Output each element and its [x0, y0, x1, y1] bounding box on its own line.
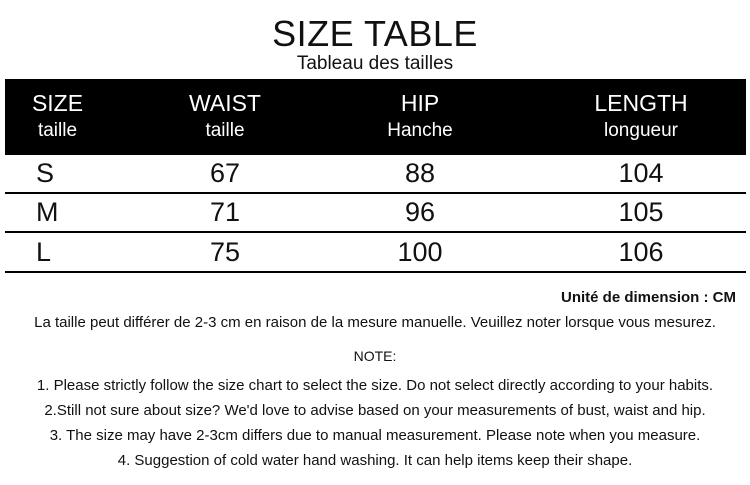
- note-item: 3. The size may have 2-3cm differs due to manual measurement. Please note when you measure.: [49, 427, 701, 444]
- notes-list: [0, 373, 750, 473]
- cell-waist: 67: [209, 158, 241, 188]
- note-label: NOTE:: [353, 348, 397, 364]
- header-sublabel: taille: [37, 120, 78, 141]
- cell-hip: 88: [404, 158, 436, 188]
- unit-note: Unité de dimension : CM: [560, 289, 736, 306]
- note-item: 4. Suggestion of cold water hand washing. It can help items keep their shape.: [117, 452, 633, 469]
- header-label: HIP: [400, 90, 440, 116]
- header-label: WAIST: [189, 90, 261, 116]
- cell-size: S: [36, 158, 55, 188]
- cell-length: 105: [618, 197, 664, 227]
- cell-waist: 71: [209, 197, 241, 227]
- header-label: LENGTH: [594, 90, 688, 116]
- page-title: SIZE TABLE: [272, 13, 478, 54]
- size-table: [5, 79, 746, 273]
- note-item: 2.Still not sure about size? We'd love to advise based on your measurements of bust, waist and hip.: [44, 402, 706, 419]
- header-sublabel: Hanche: [387, 120, 453, 141]
- cell-waist: 75: [209, 236, 241, 267]
- header-sublabel: longueur: [604, 120, 678, 141]
- cell-length: 104: [618, 158, 664, 188]
- header-length: [500, 79, 746, 155]
- cell-size: M: [36, 197, 59, 227]
- cell-hip: 96: [404, 197, 436, 227]
- cell-hip: 100: [397, 236, 443, 267]
- header-waist: [110, 79, 340, 155]
- table-row: [5, 233, 746, 273]
- cell-size: L: [36, 236, 52, 267]
- table-header: [5, 79, 746, 155]
- table-row: [5, 155, 746, 194]
- header-sublabel: taille: [205, 120, 245, 141]
- header-label: SIZE: [31, 90, 84, 116]
- french-note: La taille peut différer de 2-3 cm en raison de la mesure manuelle. Veuillez noter lorsque vous mesurez.: [34, 314, 716, 331]
- page-subtitle: Tableau des tailles: [296, 53, 454, 74]
- note-item: 1. Please strictly follow the size chart to select the size. Do not select directly according to your habits.: [36, 377, 714, 394]
- header-size: [5, 79, 110, 155]
- header-hip: [340, 79, 500, 155]
- table-row: [5, 194, 746, 233]
- cell-length: 106: [618, 236, 664, 267]
